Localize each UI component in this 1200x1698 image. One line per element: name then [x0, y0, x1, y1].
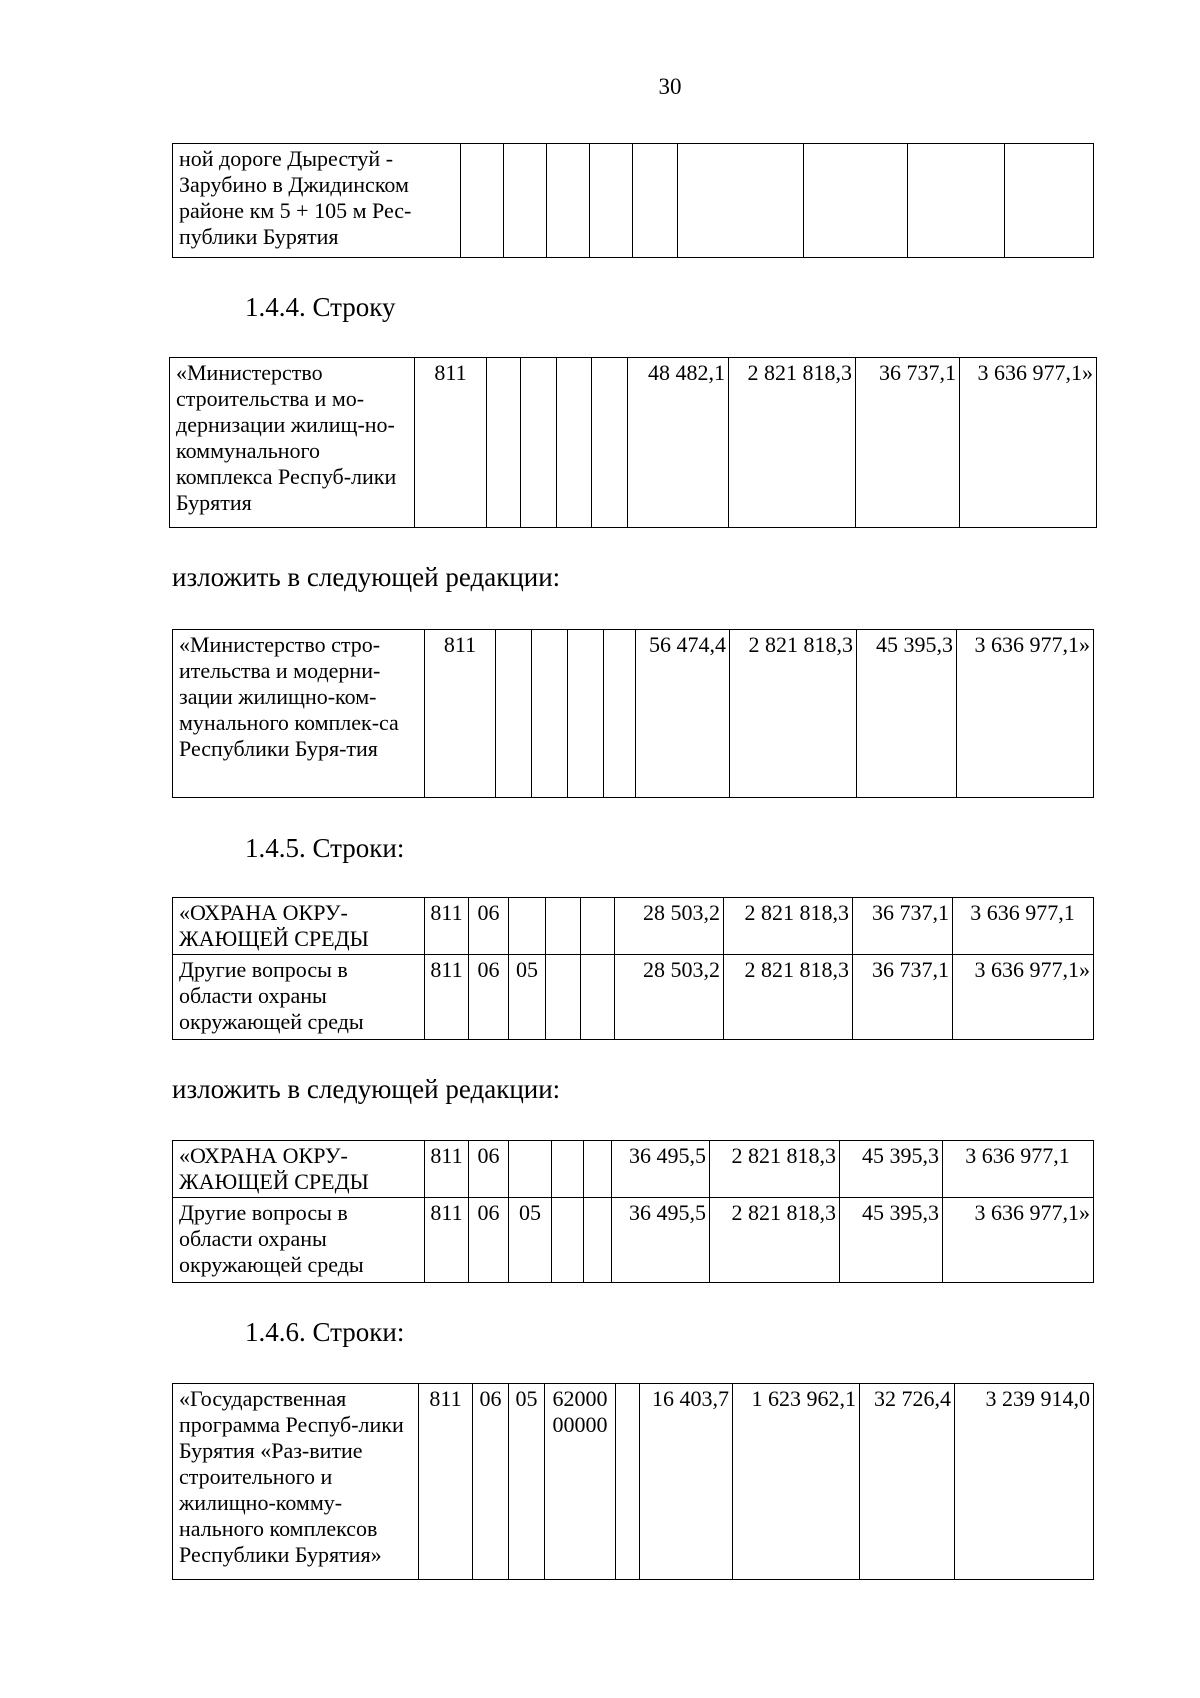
cell-ministry-code: 811: [425, 630, 496, 798]
table-row: [173, 144, 1094, 258]
cell-amount-4: 3 636 977,1»: [960, 358, 1097, 528]
cell-name: Другие вопросы в области охраны окружающей среды: [173, 1198, 425, 1283]
cell-amount-1: 28 503,2: [615, 955, 724, 1040]
cell-section: 06: [473, 1384, 509, 1580]
cell-amount-2: 2 821 818,3: [710, 1141, 840, 1198]
page-number: 30: [658, 74, 682, 99]
cell-name: «ОХРАНА ОКРУ-ЖАЮЩЕЙ СРЕДЫ: [173, 1141, 425, 1198]
cell-amount-4: [1005, 144, 1094, 258]
cell-expense-type: [584, 1141, 612, 1198]
cell-amount-3: 45 395,3: [840, 1141, 943, 1198]
cell-amount-2: 2 821 818,3: [710, 1198, 840, 1283]
cell-name: «Государственная программа Респуб-лики Бурятия «Раз-витие строительного и жилищно-комму-нального комплексов Республики Бурятия»: [173, 1384, 419, 1580]
cell-subsection: [532, 630, 568, 798]
cell-ministry-code: 811: [419, 1384, 473, 1580]
cell-amount-1: 36 495,5: [612, 1141, 710, 1198]
state-program-table: [172, 1383, 1094, 1580]
cell-ministry-code: 811: [425, 898, 469, 955]
cell-section: [496, 630, 532, 798]
cell-subsection: 05: [509, 955, 546, 1040]
cell-subsection: 05: [509, 1384, 545, 1580]
cell-section: [504, 144, 547, 258]
cell-subsection: [547, 144, 590, 258]
cell-ministry-code: 811: [425, 955, 469, 1040]
cell-subsection: [509, 1141, 552, 1198]
cell-section: 06: [469, 955, 509, 1040]
cell-section: [487, 358, 521, 528]
paragraph-new-edition-1: изложить в следующей редакции:: [172, 562, 561, 592]
cell-amount-2: 2 821 818,3: [729, 358, 856, 528]
cell-expense-type: [604, 630, 636, 798]
cell-subsection: [509, 898, 546, 955]
cell-amount-4: 3 239 914,0: [955, 1384, 1094, 1580]
cell-section: 06: [469, 898, 509, 955]
cell-target-article: [590, 144, 633, 258]
cell-target-article: [568, 630, 604, 798]
table-row: [173, 1141, 1094, 1198]
cell-name: «Министерство строительства и мо-дернизации жилищ-но-коммунального комплекса Респуб-лики Бурятия: [170, 358, 415, 528]
cell-amount-2: 2 821 818,3: [730, 630, 857, 798]
cell-expense-type: [616, 1384, 640, 1580]
table-row: [173, 630, 1094, 798]
cell-section: 06: [469, 1198, 509, 1283]
cell-subsection: 05: [509, 1198, 552, 1283]
cell-expense-type: [592, 358, 628, 528]
old-environment-table: [172, 897, 1094, 1040]
table-row: [173, 955, 1094, 1040]
cell-expense-type: [584, 1198, 612, 1283]
table-row: [173, 898, 1094, 955]
cell-amount-1: [678, 144, 804, 258]
cell-expense-type: [581, 898, 615, 955]
cell-name: «ОХРАНА ОКРУ-ЖАЮЩЕЙ СРЕДЫ: [173, 898, 425, 955]
cell-ministry-code: [461, 144, 504, 258]
cell-amount-2: 1 623 962,1: [733, 1384, 860, 1580]
table-row: [173, 1198, 1094, 1283]
cell-target-article: 62000 00000: [545, 1384, 616, 1580]
cell-amount-4: 3 636 977,1: [953, 898, 1094, 955]
section-heading-1-4-4: 1.4.4. Строку: [245, 292, 396, 322]
new-environment-table: [172, 1140, 1094, 1283]
cell-amount-3: 45 395,3: [840, 1198, 943, 1283]
cell-target-article: [552, 1198, 584, 1283]
cell-amount-3: 36 737,1: [856, 358, 960, 528]
cell-amount-2: 2 821 818,3: [724, 898, 853, 955]
cell-expense-type: [581, 955, 615, 1040]
cell-amount-1: 16 403,7: [640, 1384, 733, 1580]
table-row: [173, 1384, 1094, 1580]
cell-target-article: [546, 955, 581, 1040]
table-row: [170, 358, 1097, 528]
cell-ministry-code: 811: [425, 1141, 469, 1198]
cell-name: «Министерство стро-ительства и модерни-зации жилищно-ком-мунального комплек-са Республики Буря-тия: [173, 630, 425, 798]
cell-amount-1: 48 482,1: [628, 358, 729, 528]
cell-amount-3: 32 726,4: [860, 1384, 955, 1580]
cell-target-article: [557, 358, 592, 528]
cell-amount-4: 3 636 977,1: [943, 1141, 1094, 1198]
new-ministry-table: [172, 629, 1094, 798]
cell-target-article: [546, 898, 581, 955]
cell-amount-3: 36 737,1: [853, 955, 953, 1040]
cell-subsection: [521, 358, 557, 528]
section-heading-1-4-5: 1.4.5. Строки:: [245, 833, 405, 863]
cell-ministry-code: 811: [425, 1198, 469, 1283]
cell-amount-3: 36 737,1: [853, 898, 953, 955]
cell-amount-1: 28 503,2: [615, 898, 724, 955]
old-ministry-table: [169, 357, 1097, 528]
cell-amount-4: 3 636 977,1»: [957, 630, 1094, 798]
cell-name: ной дороге Дырестуй - Зарубино в Джидинском районе км 5 + 105 м Рес-публики Бурятия: [173, 144, 461, 258]
cell-amount-2: 2 821 818,3: [724, 955, 853, 1040]
cell-section: 06: [469, 1141, 509, 1198]
cell-amount-4: 3 636 977,1»: [943, 1198, 1094, 1283]
cell-amount-3: 45 395,3: [857, 630, 957, 798]
cell-ministry-code: 811: [415, 358, 487, 528]
cell-name: Другие вопросы в области охраны окружающей среды: [173, 955, 425, 1040]
paragraph-new-edition-2: изложить в следующей редакции:: [172, 1074, 561, 1104]
section-heading-1-4-6: 1.4.6. Строки:: [245, 1317, 405, 1347]
cell-amount-2: [804, 144, 908, 258]
cell-amount-1: 36 495,5: [612, 1198, 710, 1283]
continuation-table: [172, 143, 1094, 258]
cell-amount-3: [908, 144, 1005, 258]
cell-amount-1: 56 474,4: [636, 630, 730, 798]
cell-expense-type: [633, 144, 678, 258]
cell-amount-4: 3 636 977,1»: [953, 955, 1094, 1040]
cell-target-article: [552, 1141, 584, 1198]
